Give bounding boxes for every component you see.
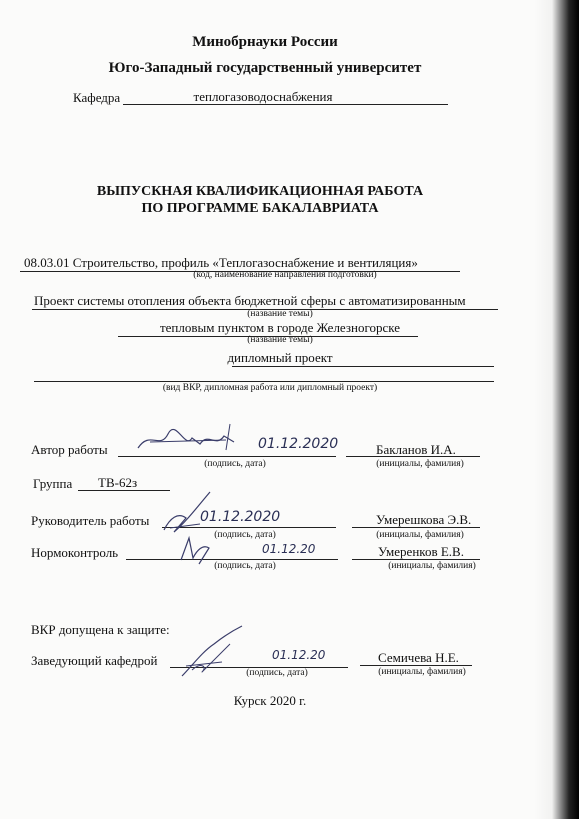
head-name-line xyxy=(360,665,472,666)
normcontrol-sig-caption: (подпись, дата) xyxy=(214,561,276,571)
work-title-line1: ВЫПУСКНАЯ КВАЛИФИКАЦИОННАЯ РАБОТА xyxy=(96,184,424,199)
direction-value: 08.03.01 Строительство, профиль «Теплогазоснабжение и вентиляция» xyxy=(24,255,418,270)
supervisor-date-handwritten: 01.12.2020 xyxy=(200,509,281,525)
work-title-line2: ПО ПРОГРАММЕ БАКАЛАВРИАТА xyxy=(141,201,379,216)
topic-line2: тепловым пунктом в городе Железногорске xyxy=(159,320,400,335)
normcontrol-date-handwritten: 01.12.20 xyxy=(262,542,316,556)
work-type-caption: (вид ВКР, дипломная работа или дипломный проект) xyxy=(162,383,378,393)
supervisor-name-line xyxy=(352,527,480,528)
topic-caption2: (название темы) xyxy=(247,335,313,345)
author-signature xyxy=(130,420,240,460)
head-name-caption: (инициалы, фамилия) xyxy=(378,667,466,677)
supervisor-name-caption: (инициалы, фамилия) xyxy=(376,530,464,540)
normcontrol-label: Нормоконтроль xyxy=(31,545,119,560)
department-value: теплогазоводоснабжения xyxy=(193,89,333,104)
author-sig-caption: (подпись, дата) xyxy=(204,459,266,469)
supervisor-sig-caption: (подпись, дата) xyxy=(214,530,276,540)
group-value: ТВ-62з xyxy=(98,475,138,490)
head-date-handwritten: 01.12.20 xyxy=(272,648,326,662)
supervisor-label: Руководитель работы xyxy=(31,513,150,528)
author-name-line xyxy=(346,456,480,457)
head-label: Заведующий кафедрой xyxy=(31,653,158,668)
author-label: Автор работы xyxy=(31,442,108,457)
admission-label: ВКР допущена к защите: xyxy=(31,622,170,637)
normcontrol-name-caption: (инициалы, фамилия) xyxy=(388,561,476,571)
normcontrol-name-line xyxy=(352,559,480,560)
author-date-handwritten: 01.12.2020 xyxy=(258,436,339,452)
place-year: Курск 2020 г. xyxy=(233,693,307,708)
department-label: Кафедра xyxy=(73,90,121,105)
work-type-underline2 xyxy=(34,381,494,382)
ministry-heading: Минобрнауки России xyxy=(192,34,338,50)
author-name-caption: (инициалы, фамилия) xyxy=(376,459,464,469)
author-name: Бакланов И.А. xyxy=(376,442,456,457)
scan-edge-shadow xyxy=(534,0,579,819)
supervisor-name: Умерешкова Э.В. xyxy=(376,512,472,527)
topic-caption1: (название темы) xyxy=(247,309,313,319)
university-heading: Юго-Западный государственный университет xyxy=(108,60,422,76)
head-name: Семичева Н.Е. xyxy=(378,650,459,665)
work-type-value: дипломный проект xyxy=(227,350,333,365)
head-sig-caption: (подпись, дата) xyxy=(246,668,308,678)
direction-caption: (код, наименование направления подготовки) xyxy=(193,270,377,280)
normcontrol-name: Умеренков Е.В. xyxy=(378,544,464,559)
topic-line1: Проект системы отопления объекта бюджетной сферы с автоматизированным xyxy=(34,293,466,308)
group-label: Группа xyxy=(33,476,73,491)
normcontrol-signature-line xyxy=(126,559,338,560)
work-type-underline xyxy=(232,366,494,367)
